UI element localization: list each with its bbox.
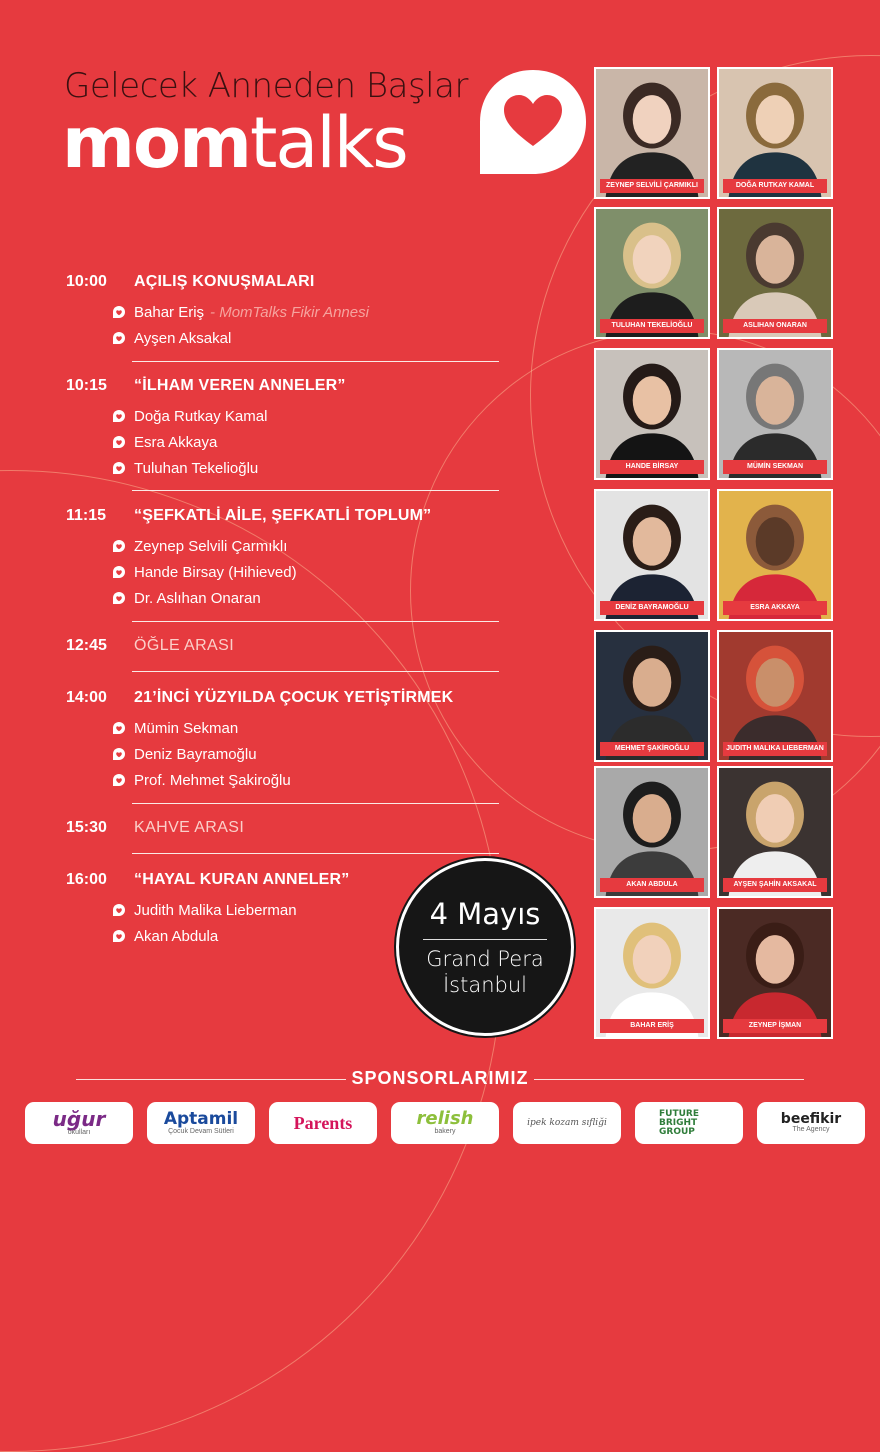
heart-bubble-icon bbox=[112, 721, 126, 735]
heart-bubble-icon bbox=[112, 929, 126, 943]
agenda-slot bbox=[66, 377, 500, 481]
agenda-time: 15:30 bbox=[66, 819, 107, 836]
agenda-slot-header bbox=[66, 273, 500, 299]
agenda-break-title: KAHVE ARASI bbox=[134, 819, 245, 836]
agenda-speaker bbox=[66, 429, 500, 455]
agenda-divider bbox=[132, 490, 499, 491]
agenda-session-title: “İLHAM VEREN ANNELER” bbox=[134, 377, 346, 394]
speaker-name: Doğa Rutkay Kamal bbox=[134, 407, 268, 425]
agenda-time: 14:00 bbox=[66, 689, 107, 706]
speaker-photo bbox=[594, 907, 710, 1039]
agenda-slot bbox=[66, 819, 500, 845]
speaker-photo-label: AKAN ABDULA bbox=[600, 878, 704, 892]
heart-bubble-icon bbox=[112, 305, 126, 319]
sponsor-name: beefikir bbox=[780, 1111, 842, 1128]
agenda-speaker bbox=[66, 455, 500, 481]
portrait-image bbox=[596, 632, 708, 760]
speaker-name: Tuluhan Tekelioğlu bbox=[134, 459, 259, 477]
agenda-speaker bbox=[66, 715, 500, 741]
portrait-image bbox=[596, 350, 708, 478]
speaker-photo-label: ZEYNEP İŞMAN bbox=[723, 1019, 827, 1033]
event-divider bbox=[423, 939, 547, 940]
event-badge bbox=[396, 858, 574, 1036]
speaker-photo-label: BAHAR ERİŞ bbox=[600, 1019, 704, 1033]
portrait-image bbox=[596, 909, 708, 1037]
agenda-speaker bbox=[66, 325, 500, 351]
speaker-photo bbox=[717, 907, 833, 1039]
agenda-slot bbox=[66, 637, 500, 663]
speaker-photo bbox=[717, 630, 833, 762]
agenda-slot bbox=[66, 689, 500, 793]
speaker-note: - MomTalks Fikir Annesi bbox=[210, 303, 369, 321]
agenda-slot-header bbox=[66, 507, 500, 533]
agenda-slot-header bbox=[66, 689, 500, 715]
agenda-slot bbox=[66, 273, 500, 351]
speaker-name: Bahar Eriş bbox=[134, 303, 205, 321]
agenda-speaker bbox=[66, 533, 500, 559]
sponsor-name: uğur bbox=[52, 1107, 106, 1132]
sponsor-subtitle: bakery bbox=[434, 1128, 456, 1136]
event-date: 4 Mayıs bbox=[429, 897, 541, 931]
portrait-image bbox=[719, 209, 831, 337]
speaker-photo bbox=[594, 630, 710, 762]
heart-bubble-icon bbox=[112, 435, 126, 449]
agenda-slot bbox=[66, 507, 500, 611]
speaker-name: Akan Abdula bbox=[134, 927, 219, 945]
speaker-photo-label: ESRA AKKAYA bbox=[723, 601, 827, 615]
speaker-photo-label: ASLIHAN ONARAN bbox=[723, 319, 827, 333]
agenda-slot-header bbox=[66, 819, 500, 845]
speaker-name: Prof. Mehmet Şakiroğlu bbox=[134, 771, 291, 789]
event-city: İstanbul bbox=[442, 973, 528, 997]
speaker-name: Hande Birsay (Hihieved) bbox=[134, 563, 297, 581]
sponsor-logo bbox=[391, 1102, 499, 1144]
agenda-speaker bbox=[66, 741, 500, 767]
heart-bubble-icon bbox=[112, 331, 126, 345]
agenda-divider bbox=[132, 361, 499, 362]
heart-bubble-icon bbox=[112, 461, 126, 475]
speaker-photo bbox=[594, 207, 710, 339]
logo bbox=[62, 102, 407, 184]
agenda-speaker bbox=[66, 767, 500, 793]
sponsor-logo bbox=[269, 1102, 377, 1144]
portrait-image bbox=[596, 491, 708, 619]
sponsor-name: Aptamil bbox=[163, 1108, 239, 1129]
speaker-name: Mümin Sekman bbox=[134, 719, 239, 737]
agenda-speaker bbox=[66, 403, 500, 429]
agenda-time: 10:15 bbox=[66, 377, 107, 394]
sponsor-subtitle: Çocuk Devam Sütleri bbox=[168, 1127, 234, 1135]
agenda-slot-header bbox=[66, 377, 500, 403]
sponsors-title: SPONSORLARIMIZ bbox=[351, 1068, 529, 1088]
speaker-photo bbox=[717, 348, 833, 480]
agenda-speaker bbox=[66, 585, 500, 611]
agenda-slot-header bbox=[66, 637, 500, 663]
agenda-speaker bbox=[66, 299, 500, 325]
agenda-session-title: 21’İNCİ YÜZYILDA ÇOCUK YETİŞTİRMEK bbox=[134, 689, 454, 706]
sponsor-logo bbox=[635, 1102, 743, 1144]
speaker-photo-label: ZEYNEP SELVİLİ ÇARMIKLI bbox=[600, 179, 704, 193]
speaker-photo bbox=[594, 67, 710, 199]
agenda-time: 10:00 bbox=[66, 273, 107, 290]
sponsor-subtitle: The Agency bbox=[792, 1126, 830, 1134]
sponsor-name: Parents bbox=[293, 1113, 353, 1133]
speaker-name: Zeynep Selvili Çarmıklı bbox=[134, 537, 288, 555]
tagline: Gelecek Anneden Başlar bbox=[64, 66, 468, 106]
speaker-photo-label: JUDITH MALIKA LIEBERMAN bbox=[723, 742, 827, 756]
speaker-photo-label: TULUHAN TEKELİOĞLU bbox=[600, 319, 704, 333]
portrait-image bbox=[719, 491, 831, 619]
speaker-photo bbox=[717, 489, 833, 621]
heart-bubble-icon bbox=[474, 66, 592, 178]
heart-bubble-icon bbox=[112, 747, 126, 761]
speaker-photo-label: DOĞA RUTKAY KAMAL bbox=[723, 179, 827, 193]
speaker-photo-label: AYŞEN ŞAHİN AKSAKAL bbox=[723, 878, 827, 892]
speaker-photo-label: DENİZ BAYRAMOĞLU bbox=[600, 601, 704, 615]
portrait-image bbox=[719, 632, 831, 760]
portrait-image bbox=[719, 350, 831, 478]
speaker-photo bbox=[717, 766, 833, 898]
agenda-time: 12:45 bbox=[66, 637, 107, 654]
speaker-photo bbox=[594, 348, 710, 480]
sponsor-name: ipek kozam sıfliği bbox=[527, 1117, 607, 1128]
agenda-break-title: ÖĞLE ARASI bbox=[134, 637, 235, 654]
sponsor-logo bbox=[757, 1102, 865, 1144]
sponsor-logo bbox=[147, 1102, 255, 1144]
speaker-photo-label: MÜMİN SEKMAN bbox=[723, 460, 827, 474]
agenda-time: 11:15 bbox=[66, 507, 107, 524]
agenda-divider bbox=[132, 671, 499, 672]
speaker-name: Judith Malika Lieberman bbox=[134, 901, 297, 919]
portrait-image bbox=[596, 768, 708, 896]
agenda-time: 16:00 bbox=[66, 871, 107, 888]
speaker-name: Deniz Bayramoğlu bbox=[134, 745, 257, 763]
portrait-image bbox=[719, 909, 831, 1037]
portrait-image bbox=[719, 69, 831, 197]
agenda-session-title: “ŞEFKATLİ AİLE, ŞEFKATLİ TOPLUM” bbox=[134, 507, 432, 524]
portrait-image bbox=[596, 209, 708, 337]
heart-bubble-icon bbox=[112, 591, 126, 605]
speaker-name: Esra Akkaya bbox=[134, 433, 218, 451]
agenda-session-title: AÇILIŞ KONUŞMALARI bbox=[134, 273, 315, 290]
agenda-divider bbox=[132, 621, 499, 622]
speaker-photo bbox=[717, 67, 833, 199]
speaker-name: Dr. Aslıhan Onaran bbox=[134, 589, 261, 607]
sponsor-logo bbox=[25, 1102, 133, 1144]
portrait-image bbox=[596, 69, 708, 197]
event-venue: Grand Pera bbox=[426, 947, 544, 971]
speaker-photo bbox=[594, 766, 710, 898]
heart-bubble-icon bbox=[112, 565, 126, 579]
logo-talks: talks bbox=[249, 102, 407, 184]
heart-bubble-icon bbox=[112, 409, 126, 423]
speaker-photo bbox=[594, 489, 710, 621]
speaker-photo-label: HANDE BİRSAY bbox=[600, 460, 704, 474]
agenda-speaker bbox=[66, 559, 500, 585]
heart-bubble-icon bbox=[112, 903, 126, 917]
agenda-divider bbox=[132, 853, 499, 854]
agenda-session-title: “HAYAL KURAN ANNELER” bbox=[134, 871, 350, 888]
speaker-photo bbox=[717, 207, 833, 339]
sponsors-line-right bbox=[534, 1079, 804, 1080]
heart-bubble-icon bbox=[112, 773, 126, 787]
agenda-divider bbox=[132, 803, 499, 804]
sponsor-name: relish bbox=[416, 1108, 474, 1130]
sponsor-subtitle: okulları bbox=[67, 1129, 91, 1137]
speaker-name: Ayşen Aksakal bbox=[134, 329, 232, 347]
speaker-photo-label: MEHMET ŞAKİROĞLU bbox=[600, 742, 704, 756]
portrait-image bbox=[719, 768, 831, 896]
sponsor-logo bbox=[513, 1102, 621, 1144]
heart-bubble-icon bbox=[112, 539, 126, 553]
sponsor-name: FUTURE BRIGHT GROUP bbox=[659, 1108, 699, 1137]
logo-mom: mom bbox=[62, 102, 250, 184]
